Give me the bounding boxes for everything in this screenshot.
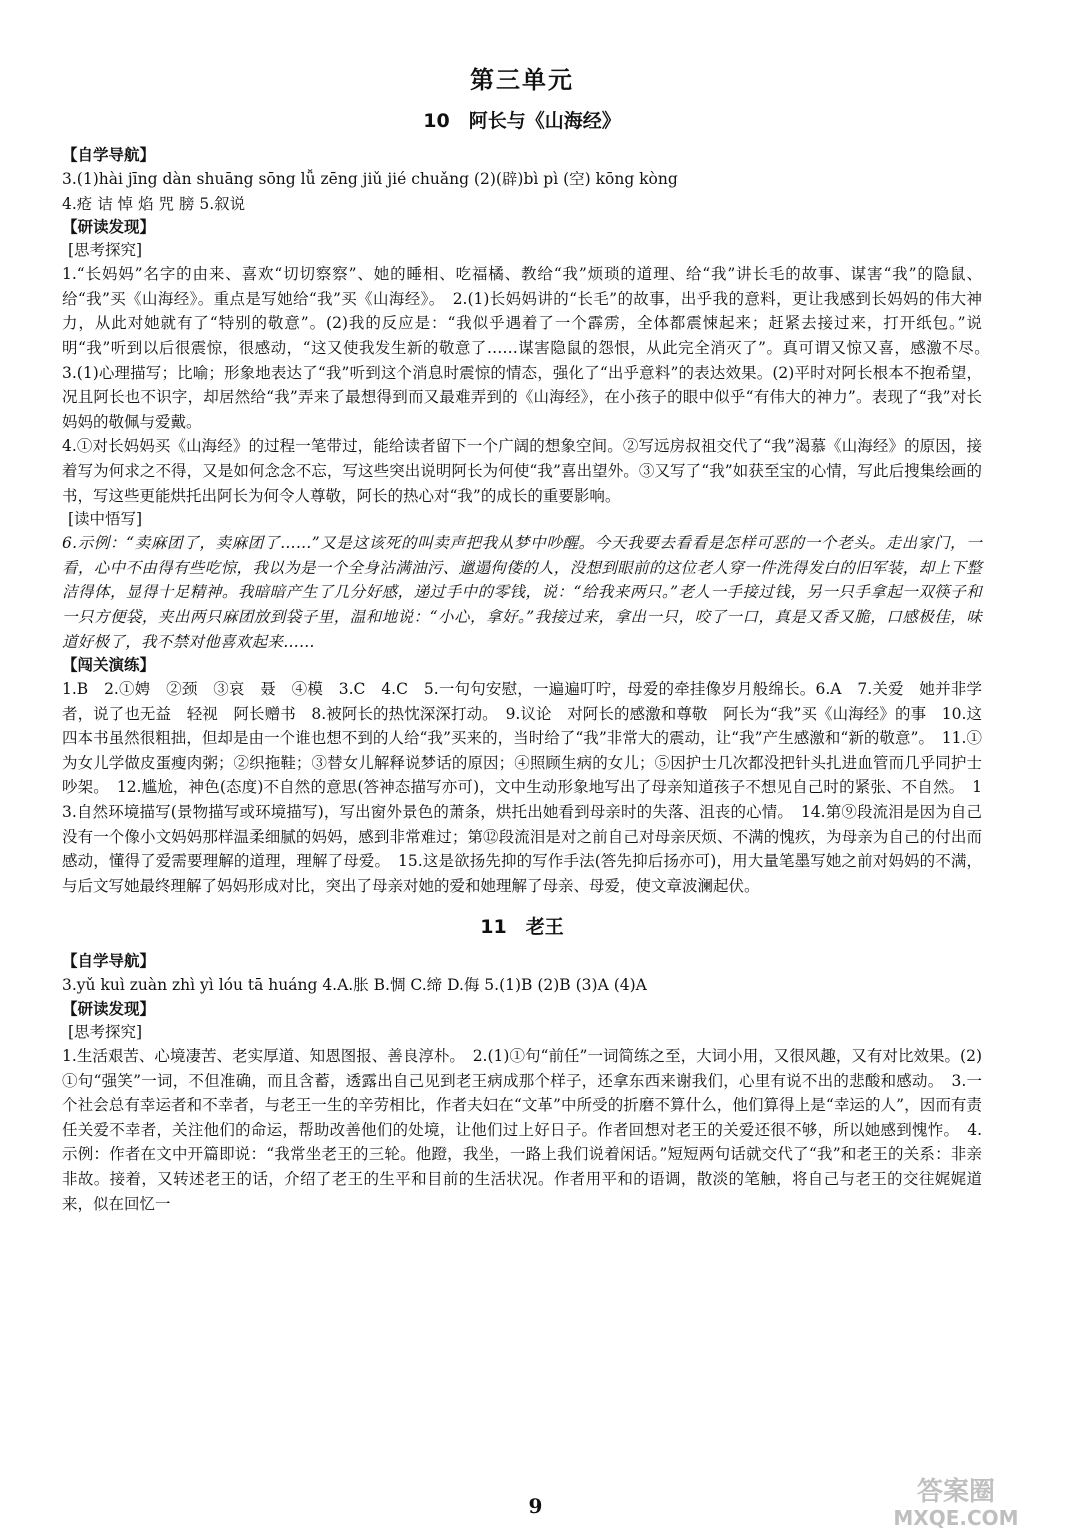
self-study-line: 3.(1)hài jīng dàn shuāng sōng lǚ zēng jiǔ jié chuǎng (2)(辟)bì pì (空) kōng kòng — [62, 170, 678, 188]
read-write-heading: [读中悟写] — [68, 510, 143, 529]
sample-writing-paragraph: 6.示例：“卖麻团了，卖麻团了……”又是这该死的叫卖声把我从梦中吵醒。今天我要去看看是怎样可恶的一个老头。走出家门，一看，心中不由得有些吃惊，我以为是一个全身沾满油污、邋遢佝偻的人，没想到眼前的这位老人穿一件洗得发白的旧军装，却上下整洁得体，显得十足精神。我暗暗产生了几分好感，递过手中的零钱，说：“给我来两只。”老人一手接过钱，另一只手拿起一双筷子和一只方便袋，夹出两只麻团放到袋子里，温和地说：“小心，拿好。”我接过来，拿出一只，咬了一口，真是又香又脆，口感极佳，味道好极了，我不禁对他喜欢起来…… — [62, 534, 982, 651]
lesson-10-section — [62, 106, 998, 898]
think-explore-heading: [思考探究] — [68, 1023, 143, 1042]
watermark-logo-text: 答案圈 — [916, 1477, 996, 1507]
practice-heading: 【闯关演练】 — [62, 656, 156, 675]
self-study-heading: 【自学导航】 — [62, 146, 156, 164]
practice-answers: 1.B 2.①娉 ②颈 ③哀 聂 ④模 3.C 4.C 5.一句句安慰，一遍遍叮咛，母爱的牵挂像岁月般绵长。6.A 7.关爱 她并非学者，说了也无益 轻视 阿长赠书 8.被阿长的热忱深深打动。 9.议论 对阿长的感激和尊敬 阿长为“我”买《山海经》的事 10.这四本书虽然很粗拙，但却是由一个谁也想不到的人给“我”买来的，当时给了“我”非常大的震动，让“我”产生感激和“新的敬意”。 11.①为女儿学做皮蛋瘦肉粥；②织拖鞋；③替女儿解释说梦话的原因；④照顾生病的女儿；⑤因护士几次都没把针头扎进血管而几乎同护士吵架。 12.尴尬，神色(态度)不自然的意思(答神态描写亦可)，文中生动形象地写出了母亲知道孩子不想见自己时的紧张、不自然。 13.自然环境描写(景物描写或环境描写)，写出窗外景色的萧条，烘托出她看到母亲时的失落、沮丧的心情。 14.第⑨段流泪是因为自己没有一个像小文妈妈那样温柔细腻的妈妈，感到非常难过；第⑫段流泪是对之前自己对母亲厌烦、不满的愧疚，为母亲为自己的付出而感动，懂得了爱需要理解的道理，理解了母爱。 15.这是欲扬先抑的写作手法(答先抑后扬亦可)，用大量笔墨写她之前对妈妈的不满，与后文写她最终理解了妈妈形成对比，突出了母亲对她的爱和她理解了母亲、母爱，使文章波澜起伏。 — [62, 680, 982, 895]
answer-paragraph: 4.①对长妈妈买《山海经》的过程一笔带过，能给读者留下一个广阔的想象空间。②写远房叔祖交代了“我”渴慕《山海经》的原因，接着写为何求之不得，又是如何念念不忘，写这些突出说明阿长为何使“我”喜出望外。③又写了“我”如获至宝的心情，写此后搜集绘画的书，写这些更能烘托出阿长为何令人尊敬，阿长的热心对“我”的成长的重要影响。 — [62, 437, 982, 505]
research-heading: 【研读发现】 — [62, 218, 156, 237]
watermark-url-text: MXQE.COM — [893, 1506, 1019, 1530]
unit-title: 第三单元 — [470, 66, 574, 94]
lesson-title: 10 阿长与《山海经》 — [423, 110, 621, 132]
page-number: 9 — [528, 1494, 543, 1518]
think-explore-heading: [思考探究] — [68, 241, 143, 260]
lesson-11-section — [62, 912, 982, 1216]
research-heading: 【研读发现】 — [62, 1000, 156, 1019]
answer-paragraph: 1.生活艰苦、心境凄苦、老实厚道、知恩图报、善良淳朴。 2.(1)①句“前任”一词简练之至，大词小用，又很风趣，又有对比效果。(2)①句“强笑”一词，不但准确，而且含蓄，透露出自己见到老王病成那个样子，还拿东西来谢我们，心里有说不出的悲酸和感动。 3.一个社会总有幸运者和不幸者，与老王一生的辛劳相比，作者夫妇在“文革”中所受的折磨不算什么，他们算得上是“幸运的人”，因而有责任关爱不幸者，关注他们的命运，帮助改善他们的处境，让他们过上好日子。作者回想对老王的关爱还很不够，所以她感到愧怍。 4.示例：作者在文中开篇即说：“我常坐老王的三轮。他蹬，我坐，一路上我们说着闲话。”短短两句话就交代了“我”和老王的关系：非亲非故。接着，又转述老王的话，介绍了老王的生平和目前的生活状况。作者用平和的语调，散淡的笔触，将自己与老王的交往娓娓道来，似在回忆一 — [62, 1047, 982, 1213]
watermark-logo — [861, 1470, 1051, 1530]
self-study-line: 4.疮 诘 悼 焰 咒 膀 5.叙说 — [62, 194, 246, 213]
self-study-heading: 【自学导航】 — [62, 952, 156, 971]
answer-paragraph: 1.“长妈妈”名字的由来、喜欢“切切察察”、她的睡相、吃福橘、教给“我”烦琐的道理、给“我”讲长毛的故事、谋害“我”的隐鼠、给“我”买《山海经》。重点是写她给“我”买《山海经》。 2.(1)长妈妈讲的“长毛”的故事，出乎我的意料，更让我感到长妈妈的伟大神力，从此对她就有了“特别的敬意”。(2)我的反应是：“我似乎遇着了一个霹雳，全体都震悚起来；赶紧去接过来，打开纸包。”说明“我”听到以后很震惊，很感动，“这又使我发生新的敬意了……谋害隐鼠的怨恨，从此完全消灭了”。真可谓又惊又喜，感激不尽。 3.(1)心理描写；比喻；形象地表达了“我”听到这个消息时震惊的情态，强化了“出乎意料”的表达效果。(2)平时对阿长根本不抱希望，况且阿长也不识字，却居然给“我”弄来了最想得到而又最难弄到的《山海经》，在小孩子的眼中似乎“有伟大的神力”。表现了“我”对长妈妈的敬佩与爱戴。 — [62, 265, 998, 431]
lesson-title: 11 老王 — [480, 916, 564, 939]
answer-page — [62, 60, 998, 1216]
self-study-line: 3.yǔ kuì zuàn zhì yì lóu tā huáng 4.A.胀 B.惆 C.缔 D.侮 5.(1)B (2)B (3)A (4)A — [62, 976, 647, 995]
